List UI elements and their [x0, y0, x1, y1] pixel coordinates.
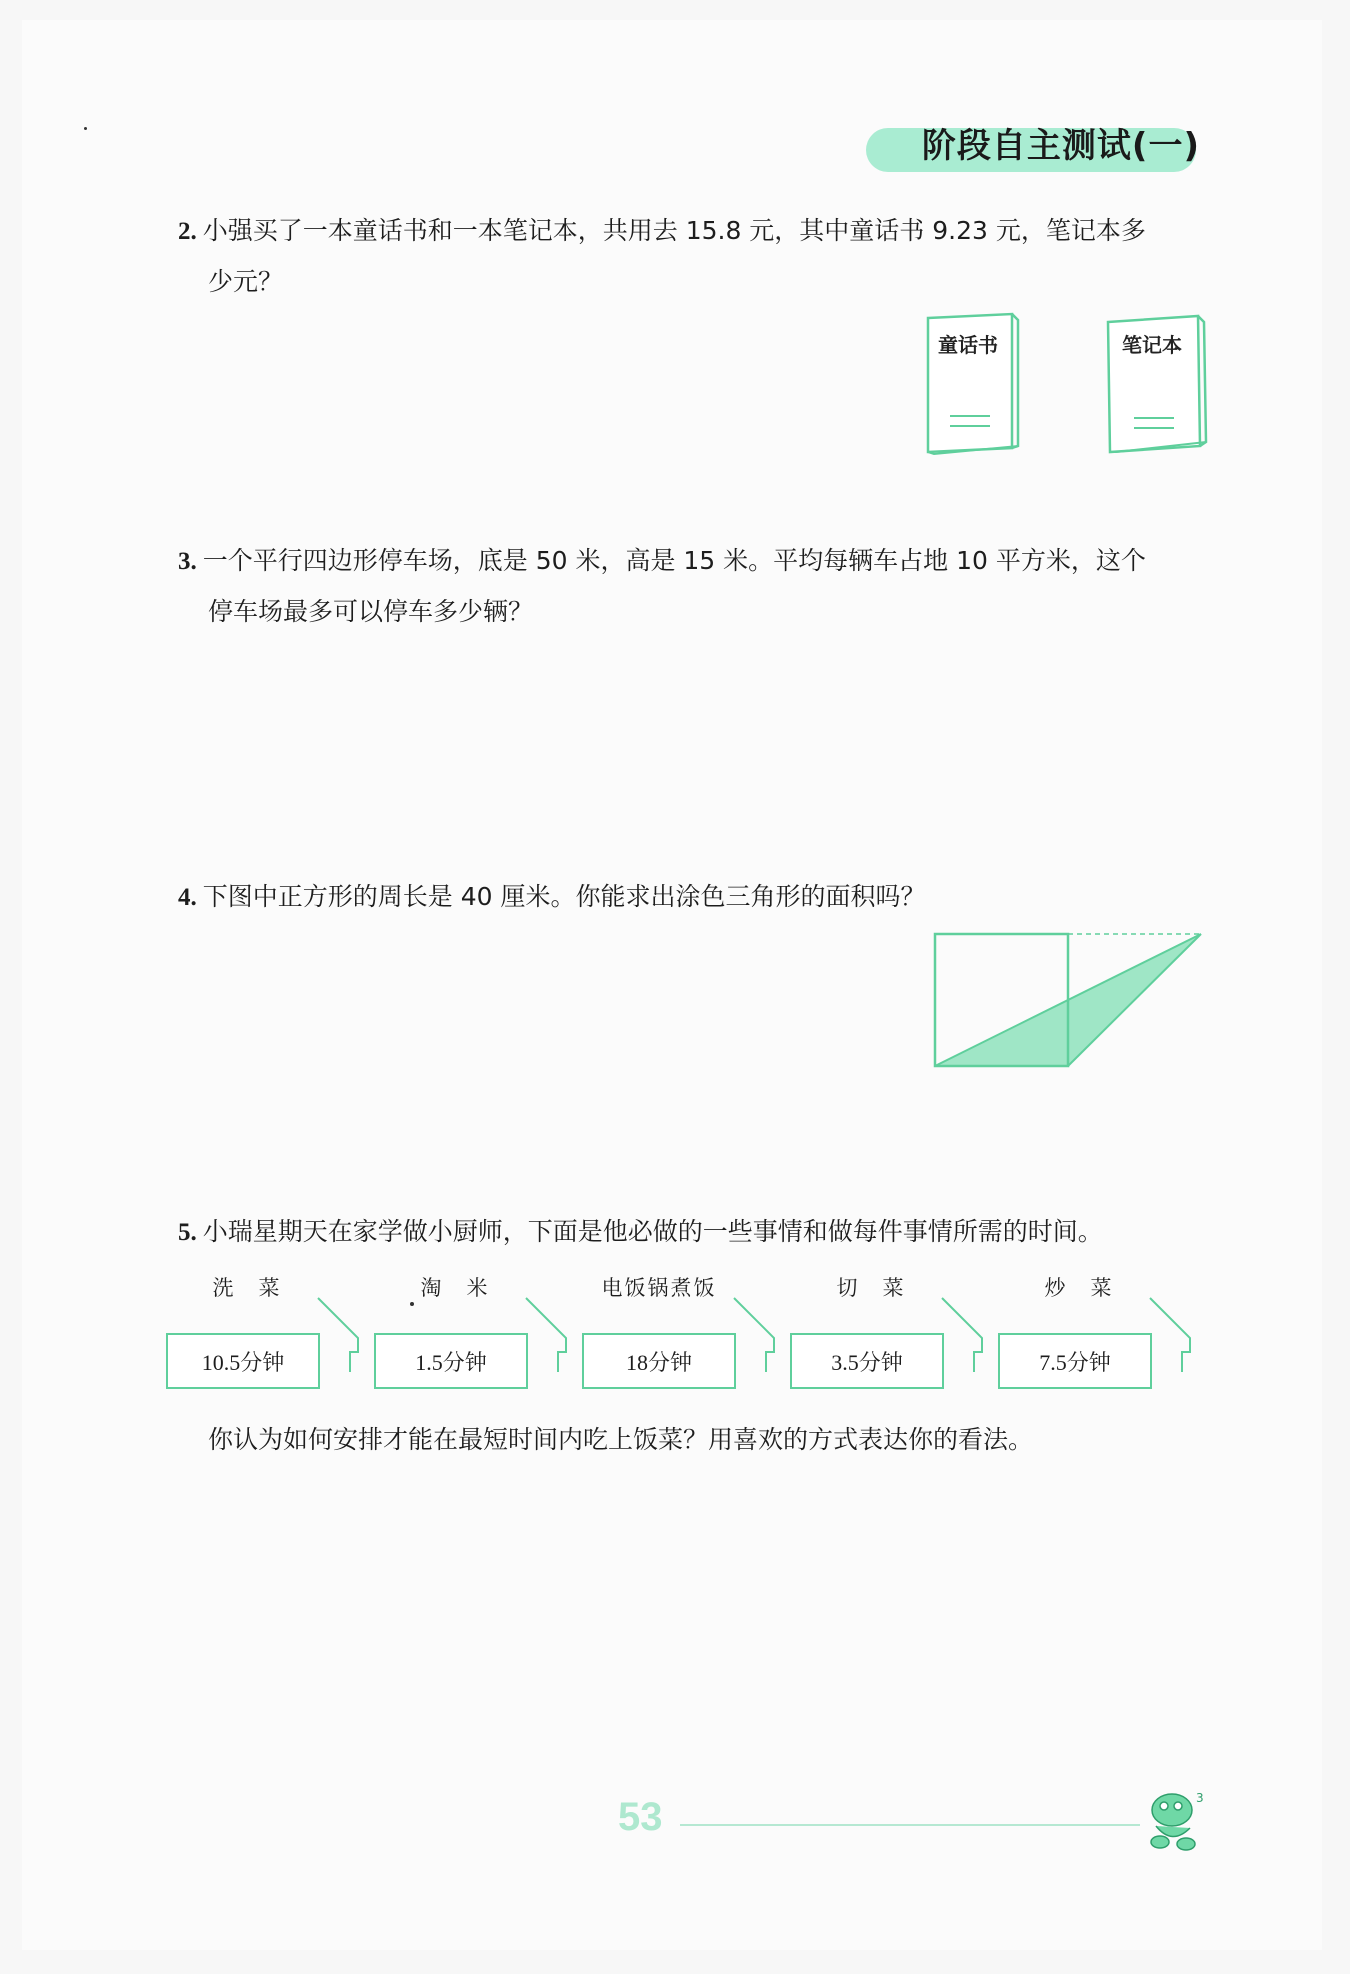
task-label-cut-vegetables: 切 菜	[836, 1276, 906, 1300]
notebook-label: 笔记本	[1122, 333, 1182, 357]
question-text-continued: 停车场最多可以停车多少辆？	[208, 597, 534, 626]
question-number: 3.	[178, 548, 197, 575]
mascot-decoration: 3	[1196, 1791, 1204, 1805]
page-number: 53	[618, 1795, 663, 1839]
question-text: 小瑞星期天在家学做小厨师，下面是他必做的一些事情和做每件事情所需的时间。	[202, 1217, 1103, 1246]
question-text: 一个平行四边形停车场，底是 50 米，高是 15 米。平均每辆车占地 10 平方米，这个	[202, 546, 1146, 575]
task-time-box: 1.5分钟	[374, 1333, 528, 1389]
question-text-continued: 少元？	[208, 267, 284, 296]
question-5-followup: 你认为如何安排才能在最短时间内吃上饭菜？用喜欢的方式表达你的看法。	[208, 1425, 1034, 1454]
question-number: 4.	[178, 884, 197, 911]
task-label-cook-rice: 电饭锅煮饭	[601, 1276, 717, 1300]
question-number: 2.	[178, 218, 197, 245]
question-number: 5.	[178, 1219, 197, 1246]
task-time-box: 10.5分钟	[166, 1333, 320, 1389]
task-time-box: 3.5分钟	[790, 1333, 944, 1389]
storybook-label: 童话书	[938, 333, 998, 357]
task-label-wash-rice: 淘 米	[420, 1276, 490, 1300]
question-text: 小强买了一本童话书和一本笔记本，共用去 15.8 元，其中童话书 9.23 元，笔记本多	[202, 216, 1146, 245]
task-label-fry-vegetables: 炒 菜	[1044, 1276, 1114, 1300]
task-label-wash-vegetables: 洗 菜	[212, 1276, 282, 1300]
page-title: 阶段自主测试(一)	[921, 126, 1200, 166]
task-time-box: 18分钟	[582, 1333, 736, 1389]
question-text: 下图中正方形的周长是 40 厘米。你能求出涂色三角形的面积吗？	[202, 882, 926, 911]
task-time-box: 7.5分钟	[998, 1333, 1152, 1389]
